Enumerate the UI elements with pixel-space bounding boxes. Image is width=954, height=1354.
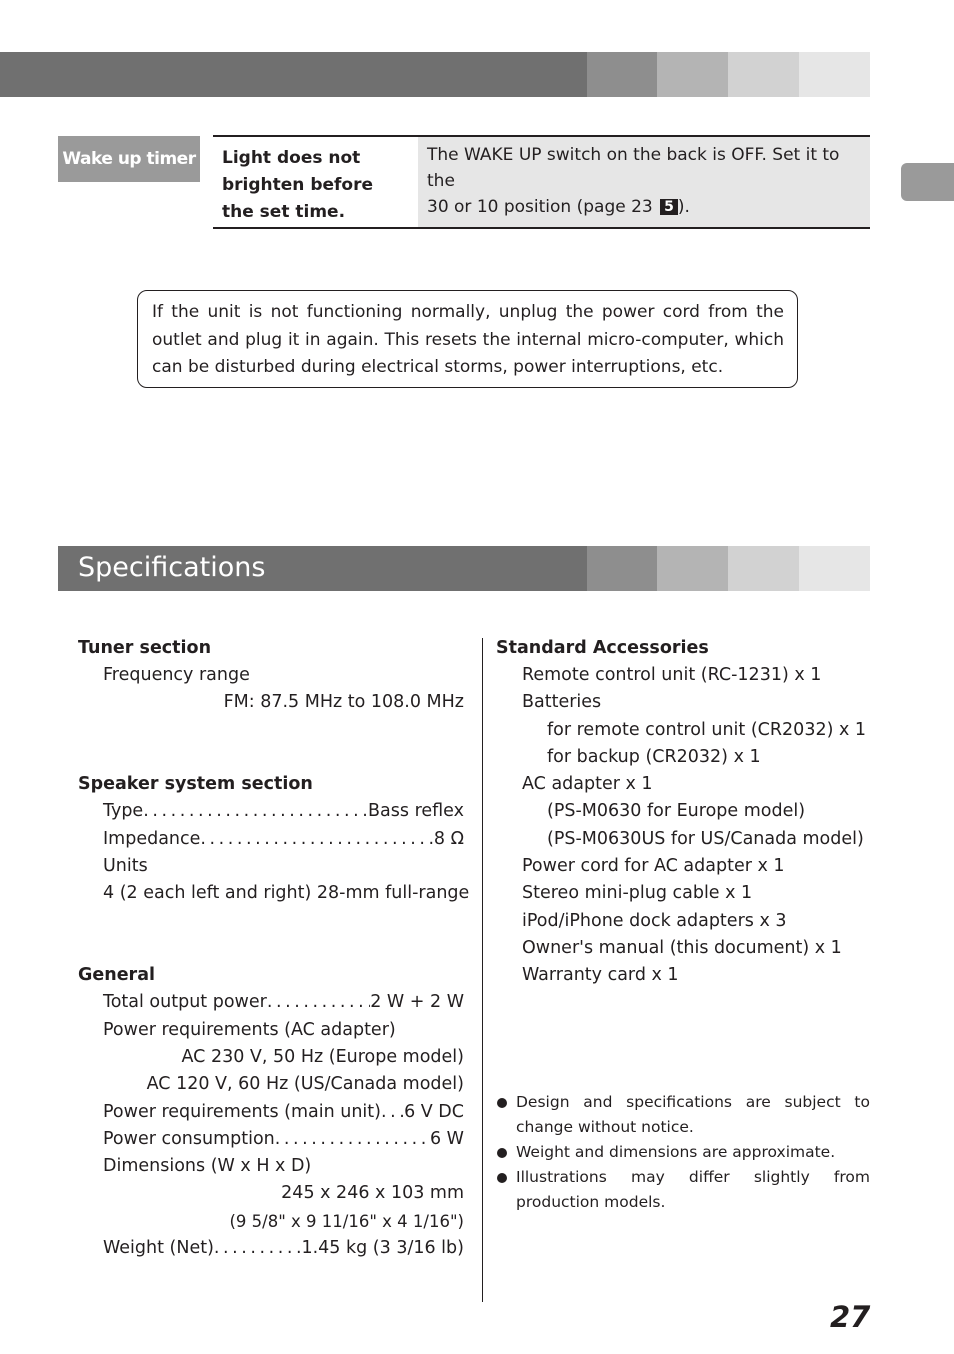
spec-value: 8 Ω [433, 829, 464, 849]
bullet-icon [497, 1098, 507, 1108]
spec-value: AC 230 V, 50 Hz (Europe model) [181, 1047, 464, 1067]
accessory-item: Batteries [522, 692, 602, 712]
bullet-icon [497, 1148, 507, 1158]
spec-value: 6 V DC [404, 1102, 464, 1122]
note-item [496, 1165, 870, 1215]
remedy-line: The WAKE UP switch on the back is OFF. Set it to the [427, 145, 840, 191]
note-item [496, 1140, 870, 1165]
section-title: Specifications [78, 552, 266, 583]
spec-value: 2 W + 2 W [370, 992, 464, 1012]
page-number: 27 [830, 1300, 871, 1334]
accessory-item: Warranty card x 1 [522, 965, 679, 985]
accessory-item: Stereo mini-plug cable x 1 [522, 883, 753, 903]
spec-label: Weight (Net) [103, 1238, 214, 1258]
spec-value: 4 (2 each left and right) 28-mm full-range [103, 883, 470, 903]
category-label: Wake up timer [58, 136, 200, 182]
problem-line: the set time. [222, 202, 346, 222]
spec-value: (9 5/8" x 9 11/16" x 4 1/16") [229, 1212, 464, 1231]
spec-label: Power requirements (AC adapter) [103, 1020, 396, 1040]
remedy-text: 30 or 10 position (page 23 [427, 197, 659, 217]
accessory-item: Remote control unit (RC-1231) x 1 [522, 665, 822, 685]
spec-label: Dimensions (W x H x D) [103, 1156, 312, 1176]
remedy-text: ). [677, 197, 690, 217]
note-text: Weight and dimensions are approximate. [516, 1143, 836, 1161]
accessory-item: (PS-M0630US for US/Canada model) [547, 829, 864, 849]
general-heading: General [78, 965, 155, 985]
spec-value: AC 120 V, 60 Hz (US/Canada model) [146, 1074, 464, 1094]
speaker-heading: Speaker system section [78, 774, 313, 794]
accessory-item: Power cord for AC adapter x 1 [522, 856, 785, 876]
step-reference-badge: 5 [660, 199, 678, 215]
spec-label: Frequency range [103, 665, 250, 685]
bullet-icon [497, 1173, 507, 1183]
problem-line: Light does not [222, 148, 361, 168]
spec-label: Power consumption [103, 1129, 275, 1149]
accessories-heading: Standard Accessories [496, 638, 709, 658]
note-item [496, 1090, 870, 1140]
spec-value: 6 W [429, 1129, 464, 1149]
spec-notes [496, 1090, 870, 1215]
spec-label: Power requirements (main unit) [103, 1102, 381, 1122]
tuner-heading: Tuner section [78, 638, 212, 658]
spec-value: Bass reflex [368, 801, 464, 821]
accessory-item: Owner's manual (this document) x 1 [522, 938, 842, 958]
accessory-item: (PS-M0630 for Europe model) [547, 801, 806, 821]
note-text: Design and specifications are subject to change without notice. [516, 1093, 870, 1136]
accessory-item: AC adapter x 1 [522, 774, 653, 794]
accessory-item: for backup (CR2032) x 1 [547, 747, 761, 767]
reset-notice-box: If the unit is not functioning normally, unplug the power cord from the outlet and plug it in again. This resets the internal micro-computer, which can be disturbed during electrical storms, power interruptions, etc. [137, 290, 798, 388]
spec-value: 1.45 kg (3 3/16 lb) [301, 1238, 464, 1258]
spec-value: FM: 87.5 MHz to 108.0 MHz [223, 692, 464, 712]
spec-label: Units [103, 856, 148, 876]
note-text: Illustrations may differ slightly from production models. [516, 1168, 870, 1211]
spec-value: 245 x 246 x 103 mm [281, 1183, 464, 1203]
spec-label: Impedance [103, 829, 201, 849]
accessory-item: for remote control unit (CR2032) x 1 [547, 720, 867, 740]
problem-line: brighten before [222, 175, 374, 195]
spec-label: Total output power [103, 992, 267, 1012]
accessory-item: iPod/iPhone dock adapters x 3 [522, 911, 787, 931]
spec-label: Type [103, 801, 144, 821]
